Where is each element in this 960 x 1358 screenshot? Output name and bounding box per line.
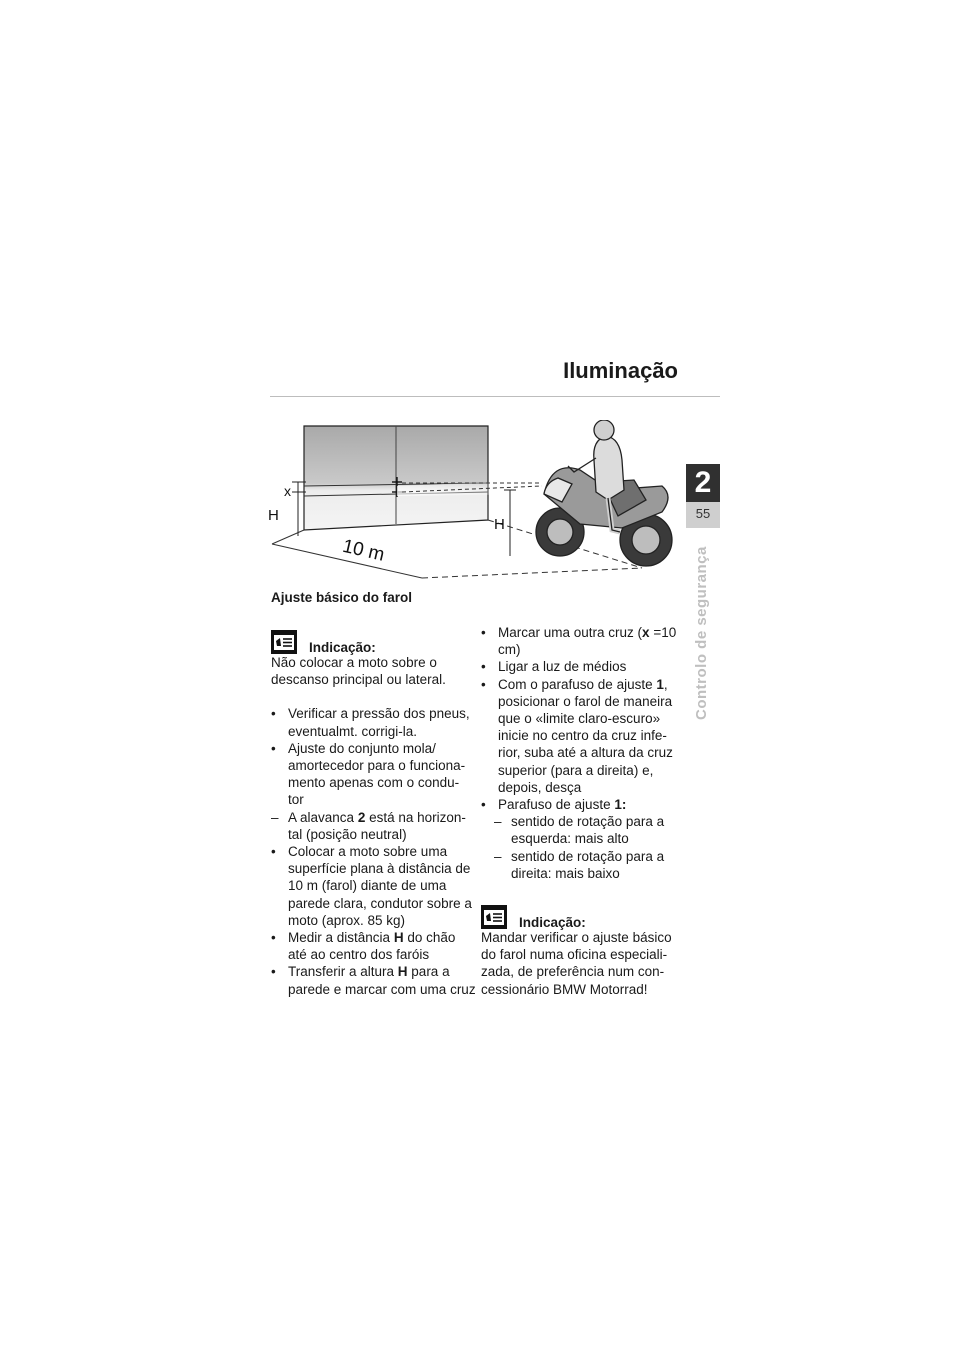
- right-column: [481, 624, 687, 998]
- list-item: – A alavanca 2 está na horizon- tal (posição neutral): [271, 809, 466, 842]
- sub-list-item: – sentido de rotação para a direita: mais baixo: [494, 848, 665, 881]
- list-item: • Com o parafuso de ajuste 1, posicionar o farol de maneira que o «limite claro-escuro» inicie no centro da cruz infe- rior, suba até a altura da cruz superior (para a direita) e, depois, desça: [481, 676, 673, 795]
- header-divider: [270, 396, 720, 397]
- left-column: [271, 624, 477, 998]
- note-title: Indicação:: [309, 639, 376, 655]
- label-h-left: H: [268, 507, 279, 524]
- list-item: • Ligar a luz de médios: [481, 659, 627, 675]
- note-icon: [271, 630, 297, 654]
- list-item: • Parafuso de ajuste 1:: [481, 797, 627, 813]
- note-icon: [481, 905, 507, 929]
- label-distance: 10 m: [340, 535, 387, 566]
- note-text: Não colocar a moto sobre o descanso principal ou lateral.: [271, 655, 446, 688]
- list-item: • Medir a distância H do chão até ao centro dos faróis: [271, 930, 456, 963]
- note-title: Indicação:: [519, 914, 586, 930]
- list-item: • Ajuste do conjunto mola/ amortecedor para o funciona- mento apenas com o condu- tor: [271, 740, 466, 808]
- label-h-right: H: [494, 516, 505, 533]
- sub-list-item: – sentido de rotação para a esquerda: mais alto: [494, 814, 665, 847]
- list-item: • Verificar a pressão dos pneus, eventualmt. corrigi-la.: [271, 706, 470, 739]
- note-text: Mandar verificar o ajuste básico do farol numa oficina especiali- zada, de preferência num con- cessionário BMW Motorrad!: [481, 930, 672, 997]
- page-title: Iluminação: [563, 358, 678, 383]
- headlight-adjustment-illustration: [262, 420, 692, 586]
- note-header: [481, 899, 687, 929]
- list-item: • Marcar uma outra cruz (x =10 cm): [481, 625, 677, 658]
- motorcycle-with-rider: [536, 420, 672, 566]
- figure-caption: Ajuste básico do farol: [271, 590, 413, 605]
- label-x: x: [284, 483, 291, 499]
- chapter-side-label: Controlo de segurança: [693, 546, 710, 720]
- chapter-number: 2: [694, 466, 712, 499]
- page-number: 55: [695, 506, 711, 521]
- list-item: • Transferir a altura H para a parede e marcar com uma cruz: [271, 964, 476, 997]
- note-header: [271, 624, 477, 654]
- list-item: • Colocar a moto sobre uma superfície plana à distância de 10 m (farol) diante de uma parede clara, condutor sobre a moto (aprox. 85 kg): [271, 844, 472, 928]
